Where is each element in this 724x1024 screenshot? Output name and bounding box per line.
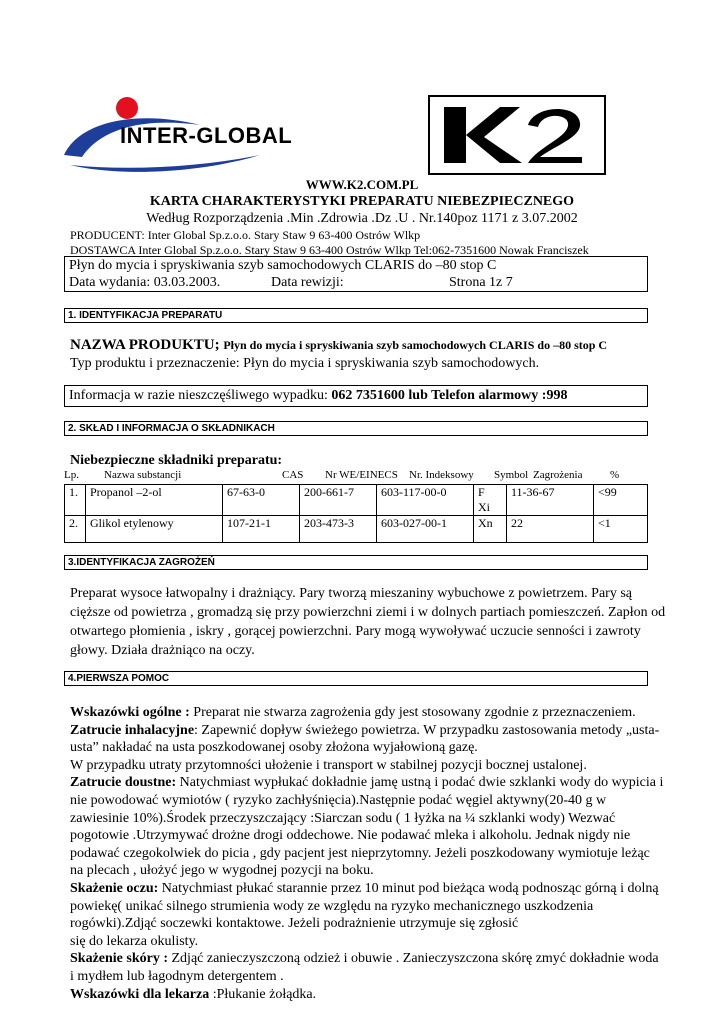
first-aid-line: zawiesinie 10%).Środek przeczyszczający :Siarczan sodu ( 1 łyżka na ¼ szklanki wody) Wezwać: [70, 810, 616, 826]
col-symbol: Symbol: [494, 469, 529, 481]
section-2-heading: 2. SKŁAD I INFORMACJA O SKŁADNIKACH: [64, 421, 648, 436]
hazardous-components-title: Niebezpieczne składniki preparatu:: [70, 453, 283, 468]
table-row: [65, 516, 648, 543]
emergency-label: Informacja w razie nieszczęśliwego wypadku:: [69, 388, 332, 403]
section-3-heading: 3.IDENTYFIKACJA ZAGROŻEŃ: [64, 555, 648, 570]
first-aid-line: Skażenie skóry : Zdjąć zanieczyszczoną odzież i obuwie . Zanieczyszczona skórę zmyć dokładnie woda: [70, 951, 659, 967]
col-cas: CAS: [282, 469, 304, 481]
hazards-line: Preparat wysoce łatwopalny i drażniący. Pary tworzą mieszaniny wybuchowe z powietrzem. Pary są: [70, 586, 633, 601]
emergency-phone: 062 7351600 lub Telefon alarmowy :998: [331, 388, 568, 403]
website-url: WWW.K2.COM.PL: [305, 177, 419, 192]
components-table-header: [64, 469, 654, 483]
col-lp: Lp.: [64, 469, 79, 481]
page-number: Strona 1z 7: [449, 275, 513, 290]
hazards-line: cięższe od powietrza , gromadzą się przy powierzchni ziemi i w dolnych partiach pomieszczeń. Zapłon od: [70, 605, 666, 620]
first-aid-line: Zatrucie inhalacyjne: Zapewnić dopływ świeżego powietrza. W przypadku zastosowania metody „usta-: [70, 722, 660, 738]
hazards-paragraph: [70, 584, 670, 660]
product-name-label: NAZWA PRODUKTU;: [70, 337, 220, 353]
cell-name: Glikol etylenowy: [86, 516, 223, 543]
cell-percent: <1: [594, 516, 648, 543]
section-4-heading: 4.PIERWSZA POMOC: [64, 671, 648, 686]
cell-risk: 22: [507, 516, 594, 543]
first-aid-line: Skażenie oczu: Natychmiast płukać starannie przez 10 minut pod bieżąca wodą podnosząc górną i dolną: [70, 880, 659, 896]
hazards-line: otwartego płomienia , iskry , gorącej powierzchni. Pary mogą wywoływać uczucie senności i zawroty: [70, 624, 641, 639]
first-aid-line: nie powodować wymiotów ( ryzyko zachłyśnięcia).Następnie podać węgiel aktywny(20-40 g w: [70, 792, 607, 808]
cell-symbol: Xn: [474, 516, 507, 543]
symbol-1: F: [478, 485, 485, 499]
table-row: [65, 485, 648, 516]
col-ec: Nr WE/EINECS: [325, 469, 398, 481]
product-name-line: [70, 337, 607, 354]
cell-index: 603-117-00-0: [377, 485, 474, 516]
cell-cas: 107-21-1: [223, 516, 300, 543]
cell-risk: 11-36-67: [507, 485, 594, 516]
first-aid-paragraph: [70, 704, 690, 1003]
first-aid-line: Wskazówki dla lekarza :Płukanie żołądka.: [70, 986, 317, 1002]
emergency-info-box: [64, 385, 648, 407]
first-aid-line: podawać czegokolwiek do picia , gdy pacjent jest nieprzytomny. Jeżeli poszkodowany wymiotuje leżąc: [70, 845, 650, 861]
col-index: Nr. Indeksowy: [409, 469, 474, 481]
product-type-line: [70, 356, 539, 372]
product-type-value: : Płyn do mycia i spryskiwania szyb samochodowych.: [235, 356, 540, 371]
cell-ec: 200-661-7: [300, 485, 377, 516]
product-name-value: Płyn do mycia i spryskiwania szyb samochodowych CLARIS do –80 stop C: [223, 338, 608, 352]
product-type-label: Typ produktu i przeznaczenie: [70, 356, 236, 371]
hazards-line: głowy. Działa drażniąco na oczy.: [70, 643, 255, 658]
cell-index: 603-027-00-1: [377, 516, 474, 543]
k2-graphic-icon: [430, 97, 604, 173]
issue-date: Data wydania: 03.03.2003.: [69, 275, 221, 290]
cell-cas: 67-63-0: [223, 485, 300, 516]
first-aid-line: Wskazówki ogólne : Preparat nie stwarza zagrożenia gdy jest stosowany zgodnie z przeznaczeniem.: [70, 705, 636, 720]
symbol-2: Xi: [478, 500, 490, 514]
inter-global-logo: [60, 95, 340, 175]
k2-logo: [428, 95, 606, 175]
first-aid-line: rogówki).Zdjąć soczewki kontaktowe. Jeżeli podrażnienie utrzymuje się zgłosić: [70, 916, 519, 932]
cell-percent: <99: [594, 485, 648, 516]
first-aid-line: się do lekarza okulisty.: [70, 933, 199, 949]
cell-lp: 2.: [65, 516, 86, 543]
supplier-line: DOSTAWCA Inter Global Sp.z.o.o. Stary Staw 9 63-400 Ostrów Wlkp Tel:062-7351600 Nowak Franciszek: [70, 243, 589, 257]
regulation-line: Według Rozporządzenia .Min .Zdrowia .Dz .U . Nr.140poz 1171 z 3.07.2002: [146, 211, 578, 226]
section-1-heading: 1. IDENTYFIKACJA PREPARATU: [64, 308, 648, 323]
cell-ec: 203-473-3: [300, 516, 377, 543]
components-table: [64, 484, 648, 543]
first-aid-line: usta” nakładać na usta poszkodowanej osoby złożona wyjałowioną gazę.: [70, 740, 478, 756]
col-percent: %: [610, 469, 620, 481]
inter-global-wordmark: INTER-GLOBAL: [120, 123, 293, 148]
cell-lp: 1.: [65, 485, 86, 516]
col-name: Nazwa substancji: [104, 469, 182, 481]
revision-date: Data rewizji:: [271, 275, 344, 290]
document-title: KARTA CHARAKTERYSTYKI PREPARATU NIEBEZPIECZNEGO: [149, 194, 575, 209]
cell-name: Propanol –2-ol: [86, 485, 223, 516]
cell-symbol: [474, 485, 507, 516]
col-risk: Zagrożenia: [533, 469, 583, 481]
product-info-box: [64, 256, 648, 292]
first-aid-line: W przypadku utraty przytomności ułożenie i transport w stabilnej pozycji bocznej ustalonej.: [70, 757, 587, 773]
first-aid-line: Zatrucie doustne: Natychmiast wypłukać dokładnie jamę ustną i podać dwie szklanki wody do wypicia i: [70, 775, 664, 791]
product-name: Płyn do mycia i spryskiwania szyb samochodowych CLARIS do –80 stop C: [69, 258, 497, 273]
first-aid-line: na plecach , ułożyć jego w wygodnej pozycji na boku.: [70, 863, 374, 879]
first-aid-line: i mydłem lub łagodnym detergentem .: [70, 968, 284, 984]
first-aid-line: pogotowie .Utrzymywać drożne drogi oddechowe. Nie podawać mleka i alkoholu. Jednak nigdy nie: [70, 828, 631, 844]
producer-line: PRODUCENT: Inter Global Sp.z.o.o. Stary Staw 9 63-400 Ostrów Wlkp: [70, 228, 421, 242]
first-aid-line: powiekę( unikać silnego strumienia wody ze względu na ryzyko mechanicznego uszkodzenia: [70, 898, 594, 914]
